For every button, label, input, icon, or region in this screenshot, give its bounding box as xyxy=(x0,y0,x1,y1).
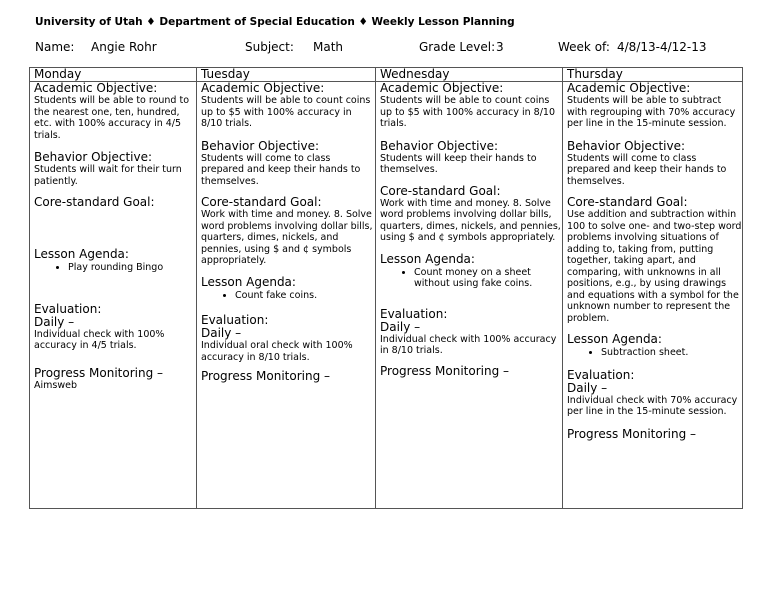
progress-monitoring-heading: Progress Monitoring – xyxy=(380,363,510,378)
day-header-row xyxy=(30,68,743,82)
lesson-agenda-heading: Lesson Agenda: xyxy=(34,247,129,261)
week-value: 4/8/13-4/12-13 xyxy=(617,40,707,54)
name-label: Name: xyxy=(35,40,75,54)
lesson-agenda-heading: Lesson Agenda: xyxy=(380,251,475,266)
week-label: Week of: xyxy=(558,40,610,54)
thursday-cell xyxy=(563,82,743,509)
subject-value: Math xyxy=(313,40,344,54)
behavior-objective-text: Students will come to class prepared and keep their hands to themselves. xyxy=(567,152,727,187)
progress-monitoring-heading: Progress Monitoring – xyxy=(34,365,164,380)
progress-monitoring-heading: Progress Monitoring – xyxy=(567,426,697,441)
academic-objective-text: Students will be able to subtract with regrouping with 70% accuracy per line in the 15-minute session. xyxy=(567,95,736,129)
academic-objective-heading: Academic Objective: xyxy=(380,81,504,95)
day-header-thursday: Thursday xyxy=(563,68,743,82)
monday-cell xyxy=(30,82,197,509)
daily-heading: Daily – xyxy=(34,314,75,329)
evaluation-heading: Evaluation: xyxy=(567,367,635,382)
day-header-monday: Monday xyxy=(30,68,197,82)
core-standard-text: Work with time and money. 8. Solve word problems involving dollar bills, quarters, dimes, nickels, and pennies, using $ and ¢ symbols appropriately. xyxy=(380,197,561,243)
lesson-agenda-heading: Lesson Agenda: xyxy=(201,274,296,289)
core-standard-heading: Core-standard Goal: xyxy=(34,195,155,209)
tuesday-cell xyxy=(197,82,376,509)
daily-text: Individual check with 100% accuracy in 8/10 trials. xyxy=(380,333,557,356)
name-value: Angie Rohr xyxy=(91,40,157,54)
academic-objective-text: Students will be able to count coins up to $5 with 100% accuracy in 8/10 trials. xyxy=(201,95,371,129)
lesson-agenda-list xyxy=(380,267,562,290)
daily-text: Individual check with 70% accuracy per line in the 15-minute session. xyxy=(567,394,738,417)
lesson-agenda-heading: Lesson Agenda: xyxy=(567,332,662,346)
daily-heading: Daily – xyxy=(567,380,608,395)
progress-monitoring-heading: Progress Monitoring – xyxy=(201,369,331,383)
behavior-objective-text: Students will come to class prepared and keep their hands to themselves. xyxy=(201,152,361,187)
evaluation-heading: Evaluation: xyxy=(201,313,269,327)
academic-objective-text: Students will be able to count coins up to $5 with 100% accuracy in 8/10 trials. xyxy=(380,95,555,129)
daily-heading: Daily – xyxy=(201,326,242,340)
behavior-objective-text: Students will wait for their turn patiently. xyxy=(34,164,182,187)
lesson-agenda-item: • Play rounding Bingo xyxy=(68,262,196,274)
subject-label: Subject: xyxy=(245,40,294,54)
page-title: University of Utah ♦ Department of Special Education ♦ Weekly Lesson Planning xyxy=(35,16,515,28)
daily-text: Individual oral check with 100% accuracy in 8/10 trials. xyxy=(201,340,353,363)
grade-label: Grade Level: xyxy=(419,40,496,54)
daily-heading: Daily – xyxy=(380,319,421,334)
lesson-agenda-item: • Count money on a sheet without using fake coins. xyxy=(414,267,562,290)
behavior-objective-heading: Behavior Objective: xyxy=(567,138,686,153)
behavior-objective-text: Students will keep their hands to themselves. xyxy=(380,152,537,175)
behavior-objective-heading: Behavior Objective: xyxy=(34,150,153,164)
core-standard-text: Use addition and subtraction within 100 to solve one- and two-step word problems involving situations of adding to, taking from, putting together, taking apart, and comparing, with unknowns in all positions, e.g., by using drawings and equations with a symbol for the unknown number to represent the problem. xyxy=(567,209,742,324)
academic-objective-text: Students will be able to round to the nearest one, ten, hundred, etc. with 100% accuracy in 4/5 trials. xyxy=(34,95,190,141)
grade-value: 3 xyxy=(496,40,504,54)
day-header-wednesday: Wednesday xyxy=(376,68,563,82)
evaluation-heading: Evaluation: xyxy=(380,306,448,321)
core-standard-heading: Core-standard Goal: xyxy=(201,195,322,209)
lesson-agenda-list xyxy=(34,262,196,274)
lesson-agenda-item: • Count fake coins. xyxy=(235,290,375,302)
academic-objective-heading: Academic Objective: xyxy=(567,81,691,95)
lesson-agenda-item: • Subtraction sheet. xyxy=(601,347,742,359)
core-standard-heading: Core-standard Goal: xyxy=(380,183,501,198)
progress-monitoring-text: Aimsweb xyxy=(34,379,77,391)
core-standard-heading: Core-standard Goal: xyxy=(567,195,688,209)
daily-text: Individual check with 100% accuracy in 4/5 trials. xyxy=(34,328,165,351)
lesson-agenda-list xyxy=(567,347,742,359)
behavior-objective-heading: Behavior Objective: xyxy=(201,138,320,153)
wednesday-cell xyxy=(376,82,563,509)
core-standard-text: Work with time and money. 8. Solve word problems involving dollar bills, quarters, dimes, nickels, and pennies, using $ and ¢ symbols appropriately. xyxy=(201,209,373,266)
academic-objective-heading: Academic Objective: xyxy=(201,81,325,95)
lesson-agenda-list xyxy=(201,290,375,302)
lesson-plan-table xyxy=(29,67,743,509)
behavior-objective-heading: Behavior Objective: xyxy=(380,138,499,153)
evaluation-heading: Evaluation: xyxy=(34,301,102,316)
academic-objective-heading: Academic Objective: xyxy=(34,81,158,95)
day-content-row xyxy=(30,82,743,509)
day-header-tuesday: Tuesday xyxy=(197,68,376,82)
